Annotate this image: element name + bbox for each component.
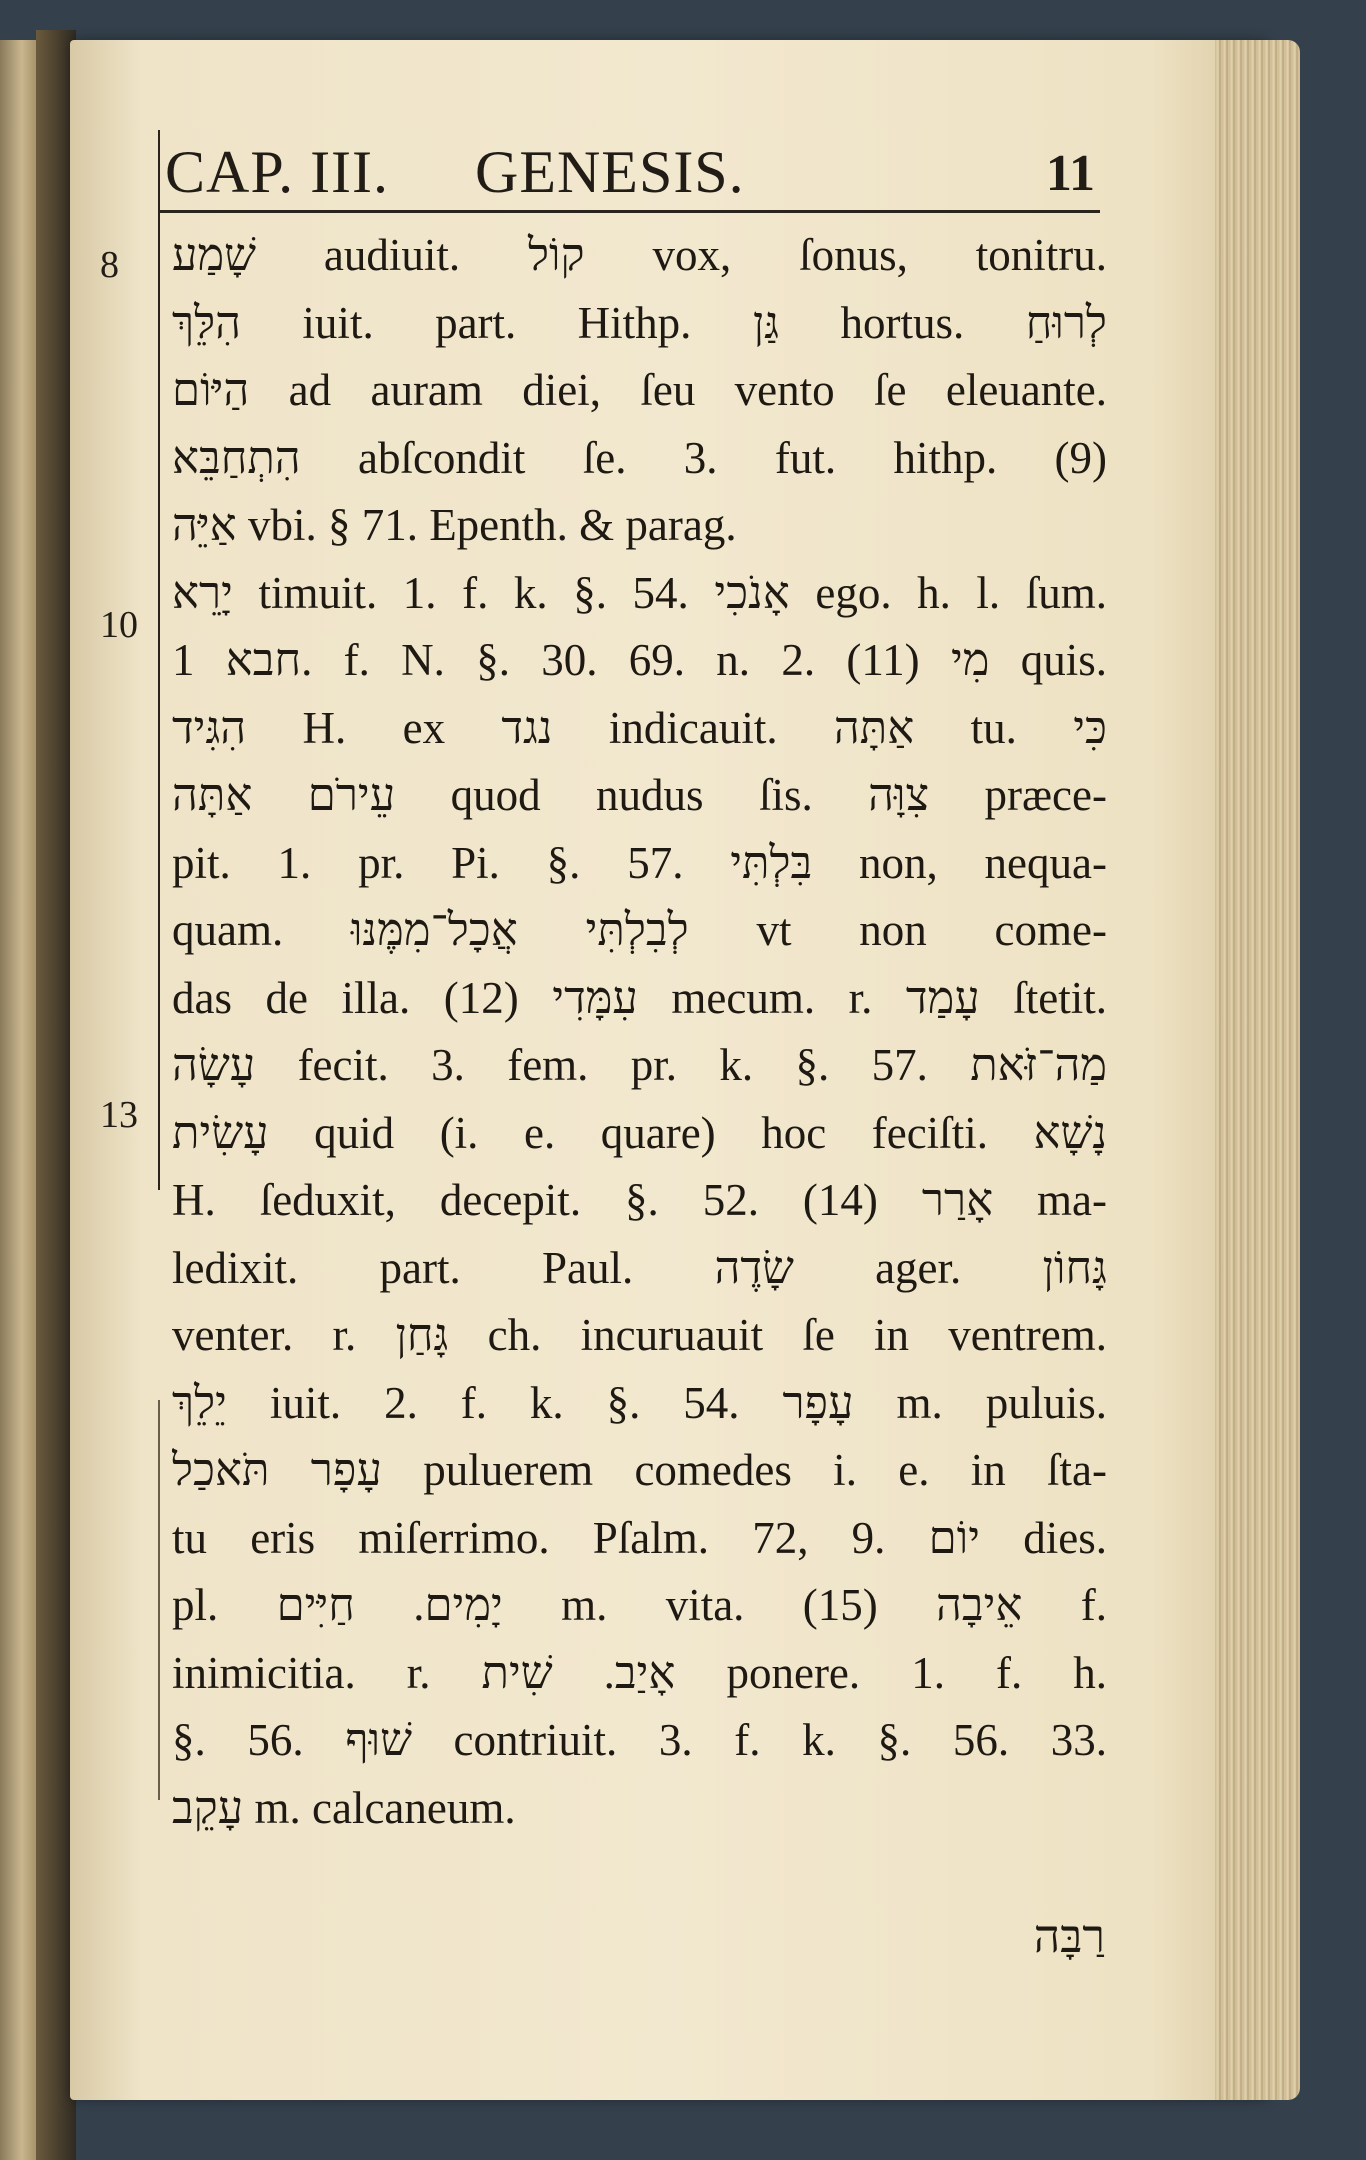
text-line: pl. יָמִים. חַיִּים m. vita. (15) אֵיבָה f. — [172, 1580, 1107, 1630]
margin-rule-lower — [158, 1400, 160, 1800]
text-line: עָשָׂה fecit. 3. fem. pr. k. §. 57. מַה־זֹּאת — [172, 1040, 1107, 1090]
text-line: הִגִּיד H. ex נגד indicauit. אַתָּה tu. כִּי — [172, 702, 1107, 753]
text-line: יֵלֵךְ iuit. 2. f. k. §. 54. עָפָר m. puluis. — [172, 1377, 1107, 1428]
text-line: שָׁמַע audiuit. קוֹל vox, ſonus, tonitru. — [172, 230, 1107, 280]
text-line: ledixit. part. Paul. שָׂדֶה ager. גָּחוֹן — [172, 1242, 1107, 1293]
text-line: עָפָר תֹּאכַל puluerem comedes i. e. in ſta- — [172, 1445, 1107, 1495]
left-page-edge — [0, 40, 36, 2160]
text-line: הִתְחַבֵּא abſcondit ſe. 3. fut. hithp. (9) — [172, 432, 1107, 483]
text-line: venter. r. גָּחַן ch. incuruauit ſe in ventrem. — [172, 1310, 1107, 1360]
margin-rule — [158, 130, 160, 1190]
book-title: GENESIS. — [475, 139, 745, 205]
text-line: quam. לְבִלְתִּי אֲכָל־מִמֶּנּוּ vt non come- — [172, 905, 1107, 955]
text-line: עֵירֹם אַתָּה quod nudus ſis. צִוָּה præce- — [172, 770, 1107, 820]
catchword: רַבָּה — [1033, 1911, 1105, 1962]
verse-number-13: 13 — [100, 1094, 138, 1136]
text-line: אַיֵּה vbi. § 71. Epenth. & parag. — [172, 500, 737, 550]
running-header — [160, 130, 1100, 213]
text-line: עָשִׂית quid (i. e. quare) hoc feciſti. נָשָׁא — [172, 1107, 1107, 1158]
page-body — [172, 222, 1107, 1842]
text-line: עָקֵב m. calcaneum. — [172, 1782, 516, 1833]
text-line: חבא 1. f. N. §. 30. 69. n. 2. (11) מִי quis. — [172, 635, 1107, 685]
chapter-label: CAP. III. — [165, 139, 390, 205]
text-line: inimicitia. r. אָיַב. שִׁית ponere. 1. f. h. — [172, 1647, 1107, 1698]
verse-number-10: 10 — [100, 604, 138, 646]
text-line: tu eris miſerrimo. Pſalm. 72, 9. יוֹם dies. — [172, 1512, 1107, 1563]
text-line: הַיּוֹם ad auram diei, ſeu vento ſe eleuante. — [172, 365, 1107, 415]
text-line: יָרֵא timuit. 1. f. k. §. 54. אָנֹכִי ego. h. l. ſum. — [172, 567, 1107, 618]
verse-number-8: 8 — [100, 244, 119, 286]
text-line: pit. 1. pr. Pi. §. 57. בִּלְתִּי non, nequa- — [172, 837, 1107, 888]
text-line: H. ſeduxit, decepit. §. 52. (14) אָרַר ma- — [172, 1175, 1107, 1225]
text-line: הִלֵּךְ iuit. part. Hithp. גַּן hortus. לְרוּחַ — [172, 297, 1107, 348]
text-line: §. 56. שׁוּף contriuit. 3. f. k. §. 56. 33. — [172, 1715, 1107, 1765]
page-edges — [1215, 40, 1300, 2100]
text-line: das de illa. (12) עִמָּדִי mecum. r. עָמַד ſtetit. — [172, 972, 1107, 1023]
page-number: 11 — [1045, 145, 1095, 202]
